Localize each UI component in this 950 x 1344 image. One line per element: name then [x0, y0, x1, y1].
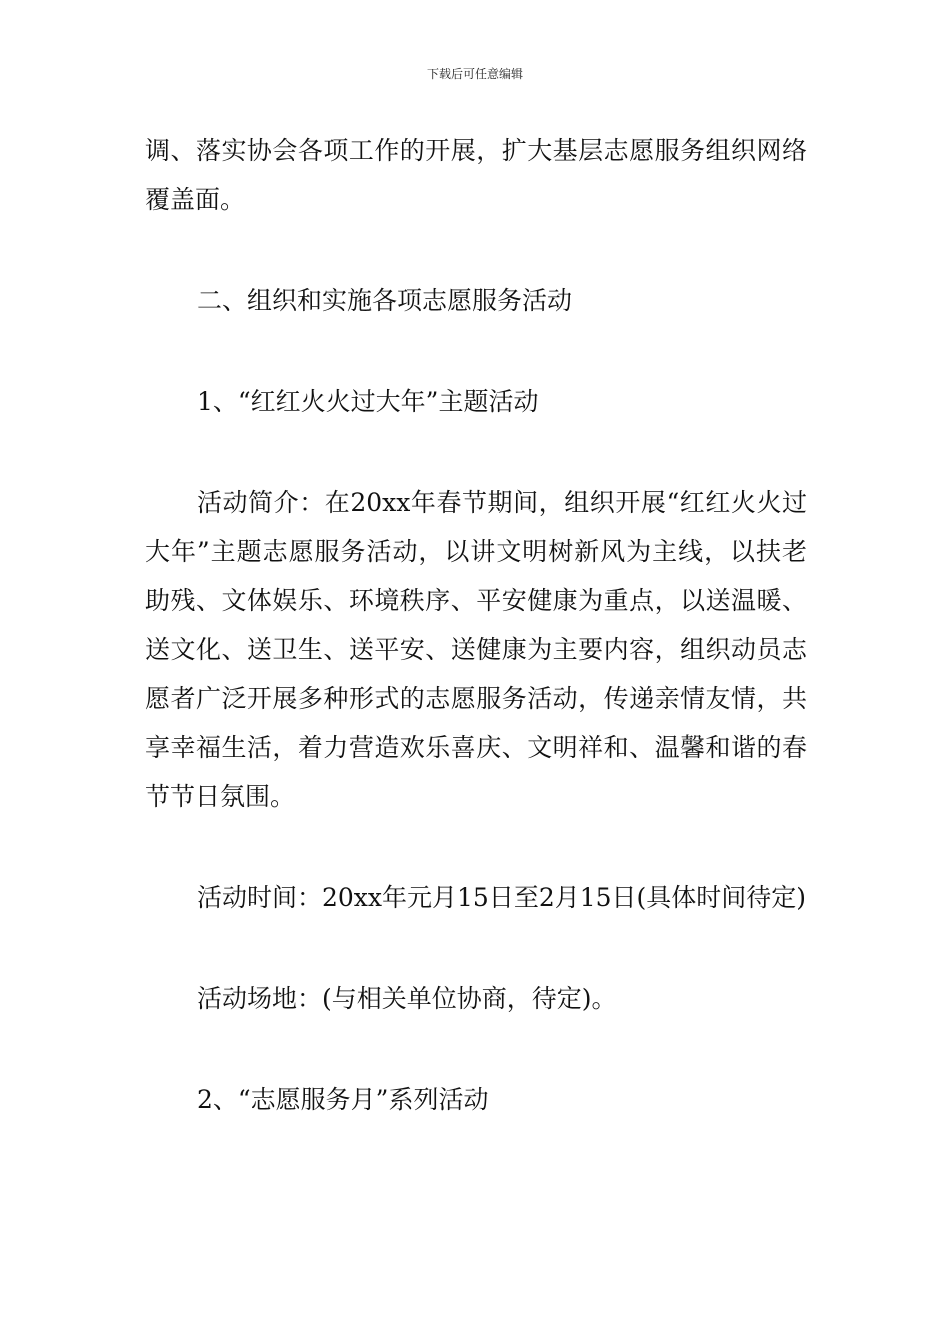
paragraph-spacer	[145, 224, 807, 276]
paragraph-continuation: 调、落实协会各项工作的开展，扩大基层志愿服务组织网络覆盖面。	[145, 136, 807, 214]
subsection-heading-2: 2、“志愿服务月”系列活动	[197, 1085, 489, 1114]
activity-intro-paragraph: 活动简介：在20xx年春节期间，组织开展“红红火火过大年”主题志愿服务活动，以讲文明树新风为主线，以扶老助残、文体娱乐、环境秩序、平安健康为重点，以送温暖、送文化、送卫生、送平安、送健康为主要内容，组织动员志愿者广泛开展多种形式的志愿服务活动，传递亲情友情，共享幸福生活，着力营造欢乐喜庆、文明祥和、温馨和谐的春节节日氛围。	[145, 488, 807, 811]
paragraph-spacer	[145, 821, 807, 873]
activity-venue-paragraph: 活动场地：(与相关单位协商，待定)。	[197, 984, 617, 1013]
paragraph-spacer	[145, 922, 807, 974]
paragraph-spacer	[145, 1023, 807, 1075]
paragraph-spacer	[145, 325, 807, 377]
activity-time-paragraph: 活动时间：20xx年元月15日至2月15日(具体时间待定)	[197, 883, 807, 912]
subsection-heading-1: 1、“红红火火过大年”主题活动	[197, 387, 539, 416]
paragraph-spacer	[145, 426, 807, 478]
section-heading: 二、组织和实施各项志愿服务活动	[197, 286, 573, 315]
document-body	[145, 126, 807, 1124]
page-header: 下载后可任意编辑	[426, 67, 523, 81]
